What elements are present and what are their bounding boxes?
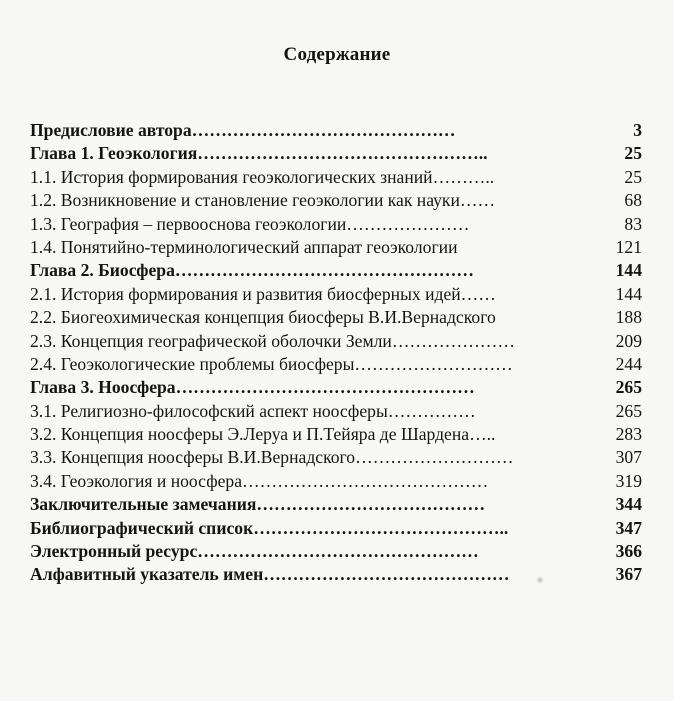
toc-entry-page: 265	[615, 400, 642, 421]
toc-entry-title: 2.4. Геоэкологические проблемы биосферы………………………	[30, 353, 513, 374]
scan-speck	[536, 576, 544, 584]
toc-entry-page: 366	[615, 541, 642, 562]
toc-entry-title: Глава 3. Ноосфера……………………………………………	[30, 377, 475, 398]
toc-entry	[30, 119, 642, 142]
toc-entry	[30, 353, 642, 376]
toc-entry-page: 25	[624, 143, 642, 164]
toc-entry	[30, 446, 642, 469]
table-of-contents	[30, 119, 642, 587]
toc-entry-page: 367	[615, 564, 642, 585]
toc-entry-title: 1.2. Возникновение и становление геоэкологии как науки……	[30, 190, 496, 211]
toc-entry-title: 1.1. История формирования геоэкологических знаний………..	[30, 166, 495, 187]
toc-entry-page: 244	[615, 353, 642, 374]
toc-entry-title: Заключительные замечания…………………………………	[30, 494, 486, 515]
toc-entry-page: 265	[615, 377, 642, 398]
toc-entry	[30, 213, 642, 236]
toc-entry-page: 209	[615, 330, 642, 351]
toc-entry-title: Электронный ресурс…………………………………………	[30, 541, 479, 562]
toc-entry-page: 121	[615, 236, 642, 257]
toc-entry-title: 2.1. История формирования и развития биосферных идей……	[30, 283, 496, 304]
toc-entry-title: 3.3. Концепция ноосферы В.И.Вернадского………………………	[30, 447, 514, 468]
toc-entry	[30, 142, 642, 165]
toc-entry-title: 1.3. География – первооснова геоэкологии…………………	[30, 213, 470, 234]
toc-entry-title: 2.3. Концепция географической оболочки Земли…………………	[30, 330, 515, 351]
toc-entry-page: 3	[633, 120, 642, 140]
toc-entry-page: 188	[615, 307, 642, 328]
toc-entry	[30, 330, 642, 353]
toc-entry-title: Глава 2. Биосфера……………………………………………	[30, 260, 474, 281]
toc-entry	[30, 283, 642, 306]
toc-entry-title: Глава 1. Геоэкология…………………………………………..	[30, 143, 488, 164]
toc-entry	[30, 470, 642, 493]
toc-entry	[30, 540, 642, 563]
toc-entry-title: 3.2. Концепция ноосферы Э.Леруа и П.Тейяра де Шардена…..	[30, 424, 496, 445]
toc-entry-title: Библиографический список……………………………………..	[30, 517, 509, 538]
toc-entry	[30, 400, 642, 423]
toc-entry-title: Алфавитный указатель имен……………………………………	[30, 564, 510, 585]
toc-entry-page: 83	[624, 213, 642, 234]
toc-entry	[30, 259, 642, 282]
toc-entry-page: 319	[615, 470, 642, 491]
toc-entry-page: 144	[615, 260, 642, 281]
toc-entry-page: 144	[615, 283, 642, 304]
toc-entry-page: 344	[615, 494, 642, 515]
toc-entry-page: 283	[615, 424, 642, 445]
toc-entry	[30, 189, 642, 212]
toc-entry-page: 347	[615, 517, 642, 538]
toc-entry-title: 2.2. Биогеохимическая концепция биосферы В.И.Вернадского	[30, 307, 496, 328]
toc-entry-title: 3.4. Геоэкология и ноосфера……………………………………	[30, 470, 489, 491]
toc-entry	[30, 376, 642, 399]
toc-entry-page: 25	[624, 166, 642, 187]
toc-entry	[30, 306, 642, 329]
toc-entry	[30, 517, 642, 540]
toc-entry-page: 68	[624, 190, 642, 211]
toc-entry-title: Предисловие автора………………………………………	[30, 120, 456, 140]
toc-entry	[30, 563, 642, 586]
toc-entry-title: 3.1. Религиозно-философский аспект ноосферы……………	[30, 400, 476, 421]
toc-entry-page: 307	[615, 447, 642, 468]
toc-entry	[30, 236, 642, 259]
toc-entry	[30, 166, 642, 189]
page-title: Содержание	[283, 44, 391, 65]
toc-entry-title: 1.4. Понятийно-терминологический аппарат геоэкологии	[30, 236, 458, 257]
toc-entry	[30, 493, 642, 516]
toc-entry	[30, 423, 642, 446]
